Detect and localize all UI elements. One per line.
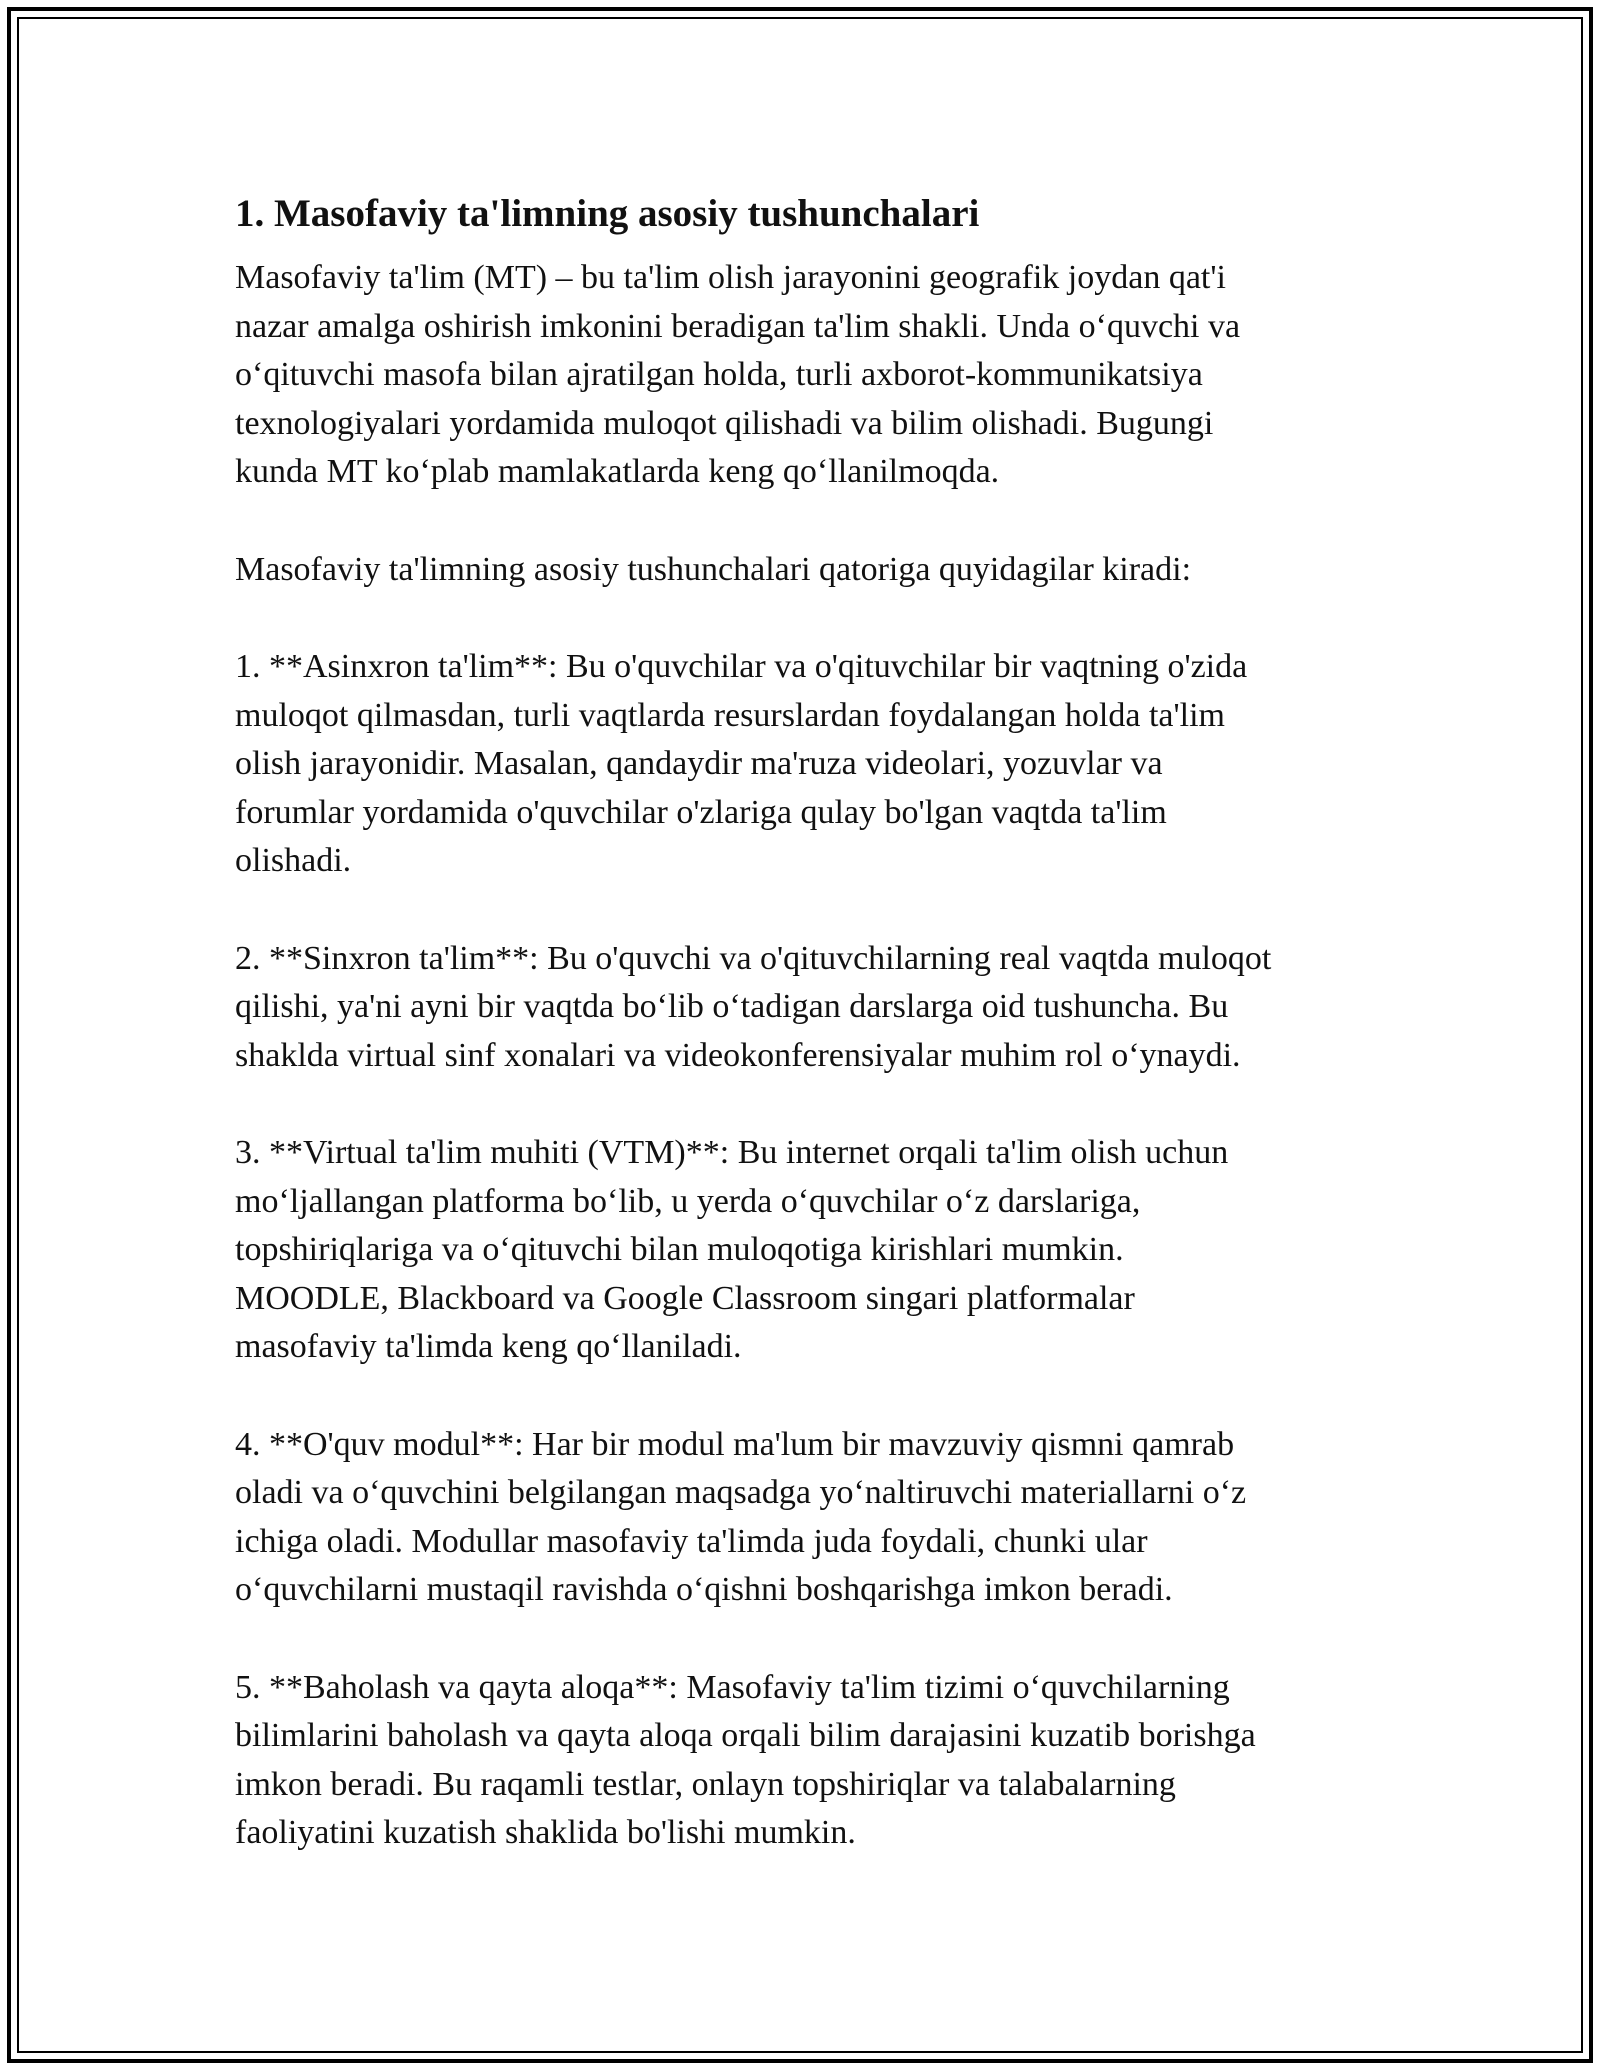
list-item-synchronous: 2. **Sinxron ta'lim**: Bu o'quvchi va o'qituvchilarning real vaqtda muloqot qilishi, ya'ni ayni bir vaqtda bo‘lib o‘tadigan darslarga oid tushuncha. Bu shaklda virtual sinf xonalari va videokonferensiyalar muhim rol o‘ynaydi. xyxy=(235,939,1272,1074)
list-item-virtual-environment: 3. **Virtual ta'lim muhiti (VTM)**: Bu internet orqali ta'lim olish uchun mo‘ljallangan platforma bo‘lib, u yerda o‘quvchilar o‘z darslariga, topshiriqlariga va o‘qituvchi bilan muloqotiga kirishlari mumkin. MOODLE, Blackboard va Google Classroom singari platformalar masofaviy ta'limda keng qo‘llaniladi. xyxy=(235,1134,1229,1365)
section-heading: 1. Masofaviy ta'limning asosiy tushunchalari xyxy=(235,192,980,235)
list-intro-paragraph: Masofaviy ta'limning asosiy tushunchalari qatoriga quyidagilar kiradi: xyxy=(235,550,1192,588)
list-item-learning-module: 4. **O'quv modul**: Har bir modul ma'lum bir mavzuviy qismni qamrab oladi va o‘quvchini belgilangan maqsadga yo‘naltiruvchi materiallarni o‘z ichiga oladi. Modullar masofaviy ta'limda juda foydali, chunki ular o‘quvchilarni mustaqil ravishda o‘qishni boshqarishga imkon beradi. xyxy=(235,1425,1247,1608)
list-item-assessment-feedback: 5. **Baholash va qayta aloqa**: Masofaviy ta'lim tizimi o‘quvchilarning bilimlarini baholash va qayta aloqa orqali bilim darajasini kuzatib borishga imkon beradi. Bu raqamli testlar, onlayn topshiriqlar va talabalarning faoliyatini kuzatish shaklida bo'lishi mumkin. xyxy=(235,1668,1256,1851)
intro-paragraph: Masofaviy ta'lim (MT) – bu ta'lim olish jarayonini geografik joydan qat'i nazar amalga oshirish imkonini beradigan ta'lim shakli. Unda o‘quvchi va o‘qituvchi masofa bilan ajratilgan holda, turli axborot-kommunikatsiya texnologiyalari yordamida muloqot qilishadi va bilim olishadi. Bugungi kunda MT ko‘plab mamlakatlarda keng qo‘llanilmoqda. xyxy=(235,259,1241,490)
list-item-asynchronous: 1. **Asinxron ta'lim**: Bu o'quvchilar va o'qituvchilar bir vaqtning o'zida muloqot qilmasdan, turli vaqtlarda resurslardan foydalangan holda ta'lim olish jarayonidir. Masalan, qandaydir ma'ruza videolari, yozuvlar va forumlar yordamida o'quvchilar o'zlariga qulay bo'lgan vaqtda ta'lim olishadi. xyxy=(235,648,1248,879)
document-body xyxy=(235,188,1365,1907)
